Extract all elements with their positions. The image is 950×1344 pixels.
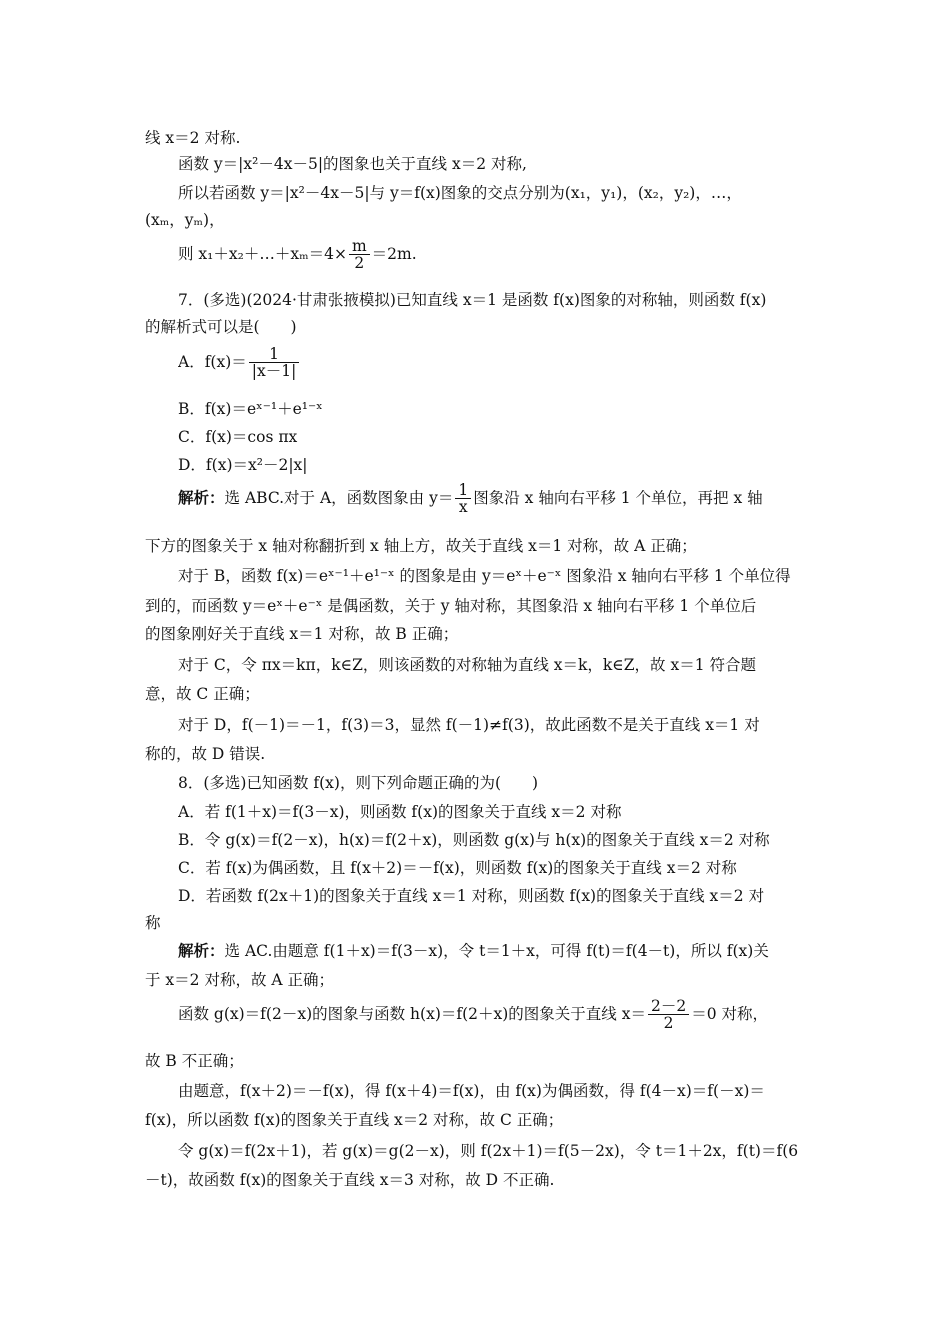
text-line: 于 x＝2 对称，故 A 正确；: [145, 971, 335, 989]
fraction-denominator: |x－1|: [251, 362, 297, 380]
option-a: [178, 346, 843, 380]
text-line: (xₘ，yₘ)，: [145, 211, 225, 229]
text-line: 线 x＝2 对称.: [145, 129, 241, 147]
formula-text: ＝2m.: [371, 244, 417, 263]
analysis-text: 选 AC.由题意 f(1＋x)＝f(3－x)，令 t＝1＋x，可得 f(t)＝f(4－t)，所以 f(x)关: [224, 942, 769, 960]
text-line: 所以若函数 y＝|x²－4x－5|与 y＝f(x)图象的交点分别为(x₁，y₁)，(x₂，y₂)，…，: [178, 184, 742, 202]
fraction: [648, 998, 689, 1032]
question-7-stem: 7．(多选)(2024·甘肃张掖模拟)已知直线 x＝1 是函数 f(x)图象的对称轴，则函数 f(x): [178, 291, 767, 309]
text-line: 令 g(x)＝f(2x＋1)，若 g(x)＝g(2－x)，则 f(2x＋1)＝f(5－2x)，令 t＝1＋2x，f(t)＝f(6: [178, 1142, 799, 1160]
text-line: 函数 y＝|x²－4x－5|的图象也关于直线 x＝2 对称,: [178, 155, 527, 173]
text-line: 对于 C，令 πx＝kπ，k∈Z，则该函数的对称轴为直线 x＝k，k∈Z，故 x＝1 符合题: [178, 656, 757, 674]
option-c: C．若 f(x)为偶函数，且 f(x＋2)＝－f(x)，则函数 f(x)的图象关于直线 x＝2 对称: [178, 859, 737, 877]
question-7-stem: 的解析式可以是( ): [145, 318, 297, 336]
text-line: 对于 B，函数 f(x)＝eˣ⁻¹＋e¹⁻ˣ 的图象是由 y＝eˣ＋e⁻ˣ 图象沿 x 轴向右平移 1 个单位得: [178, 567, 791, 585]
formula-text: 函数 g(x)＝f(2－x)的图象与函数 h(x)＝f(2＋x)的图象关于直线 x＝: [178, 1004, 646, 1023]
analysis-text: 图象沿 x 轴向右平移 1 个单位，再把 x 轴: [473, 488, 763, 507]
text-line: 到的，而函数 y＝eˣ＋e⁻ˣ 是偶函数，关于 y 轴对称，其图象沿 x 轴向右平移 1 个单位后: [145, 597, 757, 615]
fraction-numerator: 1: [455, 482, 471, 499]
analysis-text: 选 ABC.对于 A，函数图象由 y＝: [224, 488, 454, 507]
option-d: D．若函数 f(2x＋1)的图象关于直线 x＝1 对称，则函数 f(x)的图象关于直线 x＝2 对: [178, 887, 765, 905]
text-line: －t)，故函数 f(x)的图象关于直线 x＝3 对称，故 D 不正确.: [145, 1171, 555, 1189]
text-line: 对于 D，f(－1)＝－1，f(3)＝3，显然 f(－1)≠f(3)，故此函数不是关于直线 x＝1 对: [178, 716, 760, 734]
option-b: B．f(x)＝eˣ⁻¹＋e¹⁻ˣ: [178, 400, 323, 418]
fraction-denominator: x: [458, 498, 468, 516]
option-d: D．f(x)＝x²－2|x|: [178, 456, 308, 474]
text-line: 称的，故 D 错误.: [145, 745, 266, 763]
fraction-numerator: m: [349, 238, 370, 255]
analysis-line: [178, 482, 810, 516]
formula-text: 则 x₁＋x₂＋…＋xₘ＝4×: [178, 244, 347, 263]
option-b: B．令 g(x)＝f(2－x)，h(x)＝f(2＋x)，则函数 g(x)与 h(x)的图象关于直线 x＝2 对称: [178, 831, 770, 849]
fraction-denominator: 2: [663, 1014, 674, 1032]
fraction-numerator: 1: [249, 346, 300, 363]
text-line: 由题意，f(x＋2)＝－f(x)，得 f(x＋4)＝f(x)，由 f(x)为偶函数，得 f(4－x)＝f(－x)＝: [178, 1082, 765, 1100]
question-8-stem: 8．(多选)已知函数 f(x)，则下列命题正确的为( ): [178, 774, 539, 792]
text-line: 下方的图象关于 x 轴对称翻折到 x 轴上方，故关于直线 x＝1 对称，故 A 正确；: [145, 537, 697, 555]
text-line: 故 B 不正确；: [145, 1052, 244, 1070]
fraction-numerator: 2－2: [648, 998, 689, 1015]
fraction: [249, 346, 300, 380]
text-line: f(x)，所以函数 f(x)的图象关于直线 x＝2 对称，故 C 正确；: [145, 1111, 564, 1129]
fraction-denominator: 2: [354, 254, 365, 272]
option-text: A．f(x)＝: [178, 352, 247, 371]
text-line: 意，故 C 正确；: [145, 685, 260, 703]
analysis-label: 解析：: [178, 941, 225, 960]
fraction: [349, 238, 370, 272]
option-d-continued: 称: [145, 914, 161, 932]
option-c: C．f(x)＝cos πx: [178, 428, 298, 446]
formula-line: [178, 998, 810, 1032]
formula-line: [178, 238, 810, 272]
formula-text: ＝0 对称，: [691, 1004, 768, 1023]
fraction: [455, 482, 471, 516]
option-a: A．若 f(1＋x)＝f(3－x)，则函数 f(x)的图象关于直线 x＝2 对称: [178, 803, 622, 821]
text-line: 的图象刚好关于直线 x＝1 对称，故 B 正确；: [145, 625, 459, 643]
analysis-line: [178, 941, 810, 961]
analysis-label: 解析：: [178, 487, 225, 507]
